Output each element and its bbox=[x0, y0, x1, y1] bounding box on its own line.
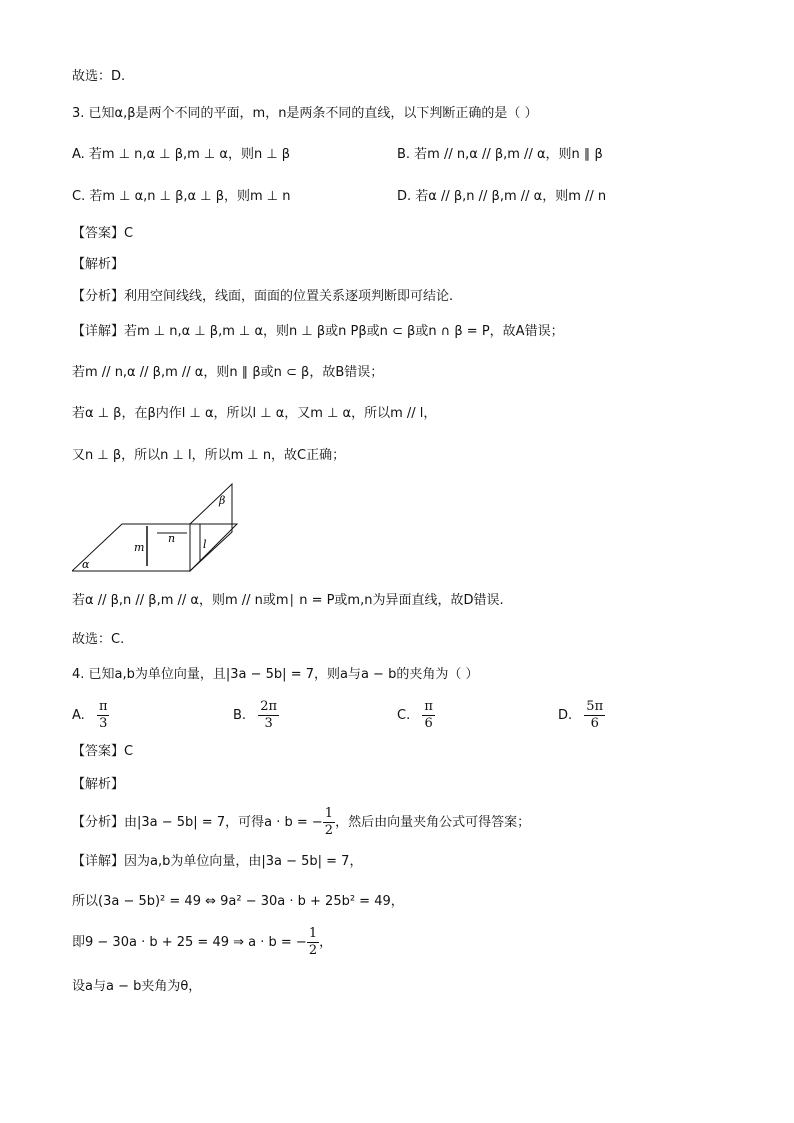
detail-4-line3-tail: ， bbox=[319, 935, 333, 950]
fraction bbox=[422, 699, 435, 732]
detail-4-line3-text: 即9 − 30a · b + 25 = 49 ⇒ a · b = − bbox=[72, 935, 307, 950]
analysis-heading-3: 【解析】 bbox=[72, 257, 125, 272]
analysis-4-text: 【分析】由|3a − 5b| = 7，可得a · b = − bbox=[72, 815, 323, 830]
label-n: n bbox=[168, 532, 176, 545]
analysis-4-tail: ，然后由向量夹角公式可得答案； bbox=[335, 815, 531, 830]
analysis-4 bbox=[72, 806, 530, 839]
denominator: 6 bbox=[590, 716, 599, 731]
q3-option-a: A. 若m ⊥ n,α ⊥ β,m ⊥ α，则n ⊥ β bbox=[72, 147, 291, 162]
plane-beta bbox=[190, 484, 232, 571]
fraction bbox=[584, 699, 605, 732]
text-line: 故选：D. bbox=[72, 69, 126, 84]
detail-4-line2: 所以(3a − 5b)² = 49 ⇔ 9a² − 30a · b + 25b² = 49， bbox=[72, 894, 404, 909]
denominator: 2 bbox=[308, 943, 318, 958]
planes-diagram bbox=[72, 482, 252, 576]
option-label: C. bbox=[397, 708, 411, 723]
detail-4-line1: 【详解】因为a,b为单位向量，由|3a − 5b| = 7， bbox=[72, 854, 363, 869]
q4-option-b bbox=[233, 699, 279, 732]
plane-alpha bbox=[72, 524, 237, 571]
numerator: 1 bbox=[324, 806, 334, 821]
q4-option-a bbox=[72, 699, 109, 732]
detail-3-line2: 若m // n,α // β,m // α，则n ∥ β或n ⊂ β，故B错误； bbox=[72, 365, 384, 380]
option-label: A. bbox=[72, 708, 85, 723]
denominator: 3 bbox=[99, 716, 108, 731]
label-l: l bbox=[203, 538, 207, 551]
detail-4-line4: 设a与a − b夹角为θ， bbox=[72, 979, 202, 994]
label-alpha: α bbox=[82, 558, 90, 571]
q3-option-c: C. 若m ⊥ α,n ⊥ β,α ⊥ β，则m ⊥ n bbox=[72, 189, 291, 204]
detail-3-line3: 若α ⊥ β，在β内作l ⊥ α，所以l ⊥ α，又m ⊥ α，所以m // l， bbox=[72, 406, 437, 421]
detail-4-line3 bbox=[72, 926, 332, 959]
detail-3-line4: 又n ⊥ β，所以n ⊥ l，所以m ⊥ n，故C正确； bbox=[72, 448, 346, 463]
text-line: 故选：C. bbox=[72, 632, 125, 647]
analysis-3: 【分析】利用空间线线，线面，面面的位置关系逐项判断即可结论. bbox=[72, 289, 454, 304]
detail-3-line5: 若α // β,n // β,m // α，则m // n或m∣ n = P或m,n为异面直线，故D错误. bbox=[72, 593, 504, 608]
numerator: π bbox=[424, 699, 433, 714]
denominator: 3 bbox=[264, 716, 273, 731]
numerator: 2π bbox=[260, 699, 278, 714]
numerator: 5π bbox=[586, 699, 604, 714]
question-3: 3. 已知α,β是两个不同的平面，m，n是两条不同的直线，以下判断正确的是（ ） bbox=[72, 106, 538, 121]
q4-option-c bbox=[397, 699, 435, 732]
answer-3: 【答案】C bbox=[72, 226, 134, 241]
answer-4: 【答案】C bbox=[72, 744, 134, 759]
fraction bbox=[307, 926, 319, 959]
fraction bbox=[97, 699, 110, 732]
label-m: m bbox=[134, 541, 145, 554]
detail-3-line1: 【详解】若m ⊥ n,α ⊥ β,m ⊥ α，则n ⊥ β或n Pβ或n ⊂ β或n ∩ β = P，故A错误； bbox=[72, 324, 564, 339]
q3-option-d: D. 若α // β,n // β,m // α，则m // n bbox=[397, 189, 607, 204]
denominator: 6 bbox=[424, 716, 433, 731]
label-beta: β bbox=[219, 494, 226, 507]
option-label: D. bbox=[558, 708, 573, 723]
question-4: 4. 已知a,b为单位向量，且|3a − 5b| = 7，则a与a − b的夹角为（ ） bbox=[72, 667, 479, 682]
option-label: B. bbox=[233, 708, 247, 723]
numerator: π bbox=[98, 699, 108, 714]
numerator: 1 bbox=[308, 926, 318, 941]
denominator: 2 bbox=[324, 823, 334, 838]
q3-option-b: B. 若m // n,α // β,m // α，则n ∥ β bbox=[397, 147, 603, 162]
analysis-heading-4: 【解析】 bbox=[72, 777, 125, 792]
q4-option-d bbox=[558, 699, 605, 732]
fraction bbox=[323, 806, 335, 839]
fraction bbox=[258, 699, 279, 732]
